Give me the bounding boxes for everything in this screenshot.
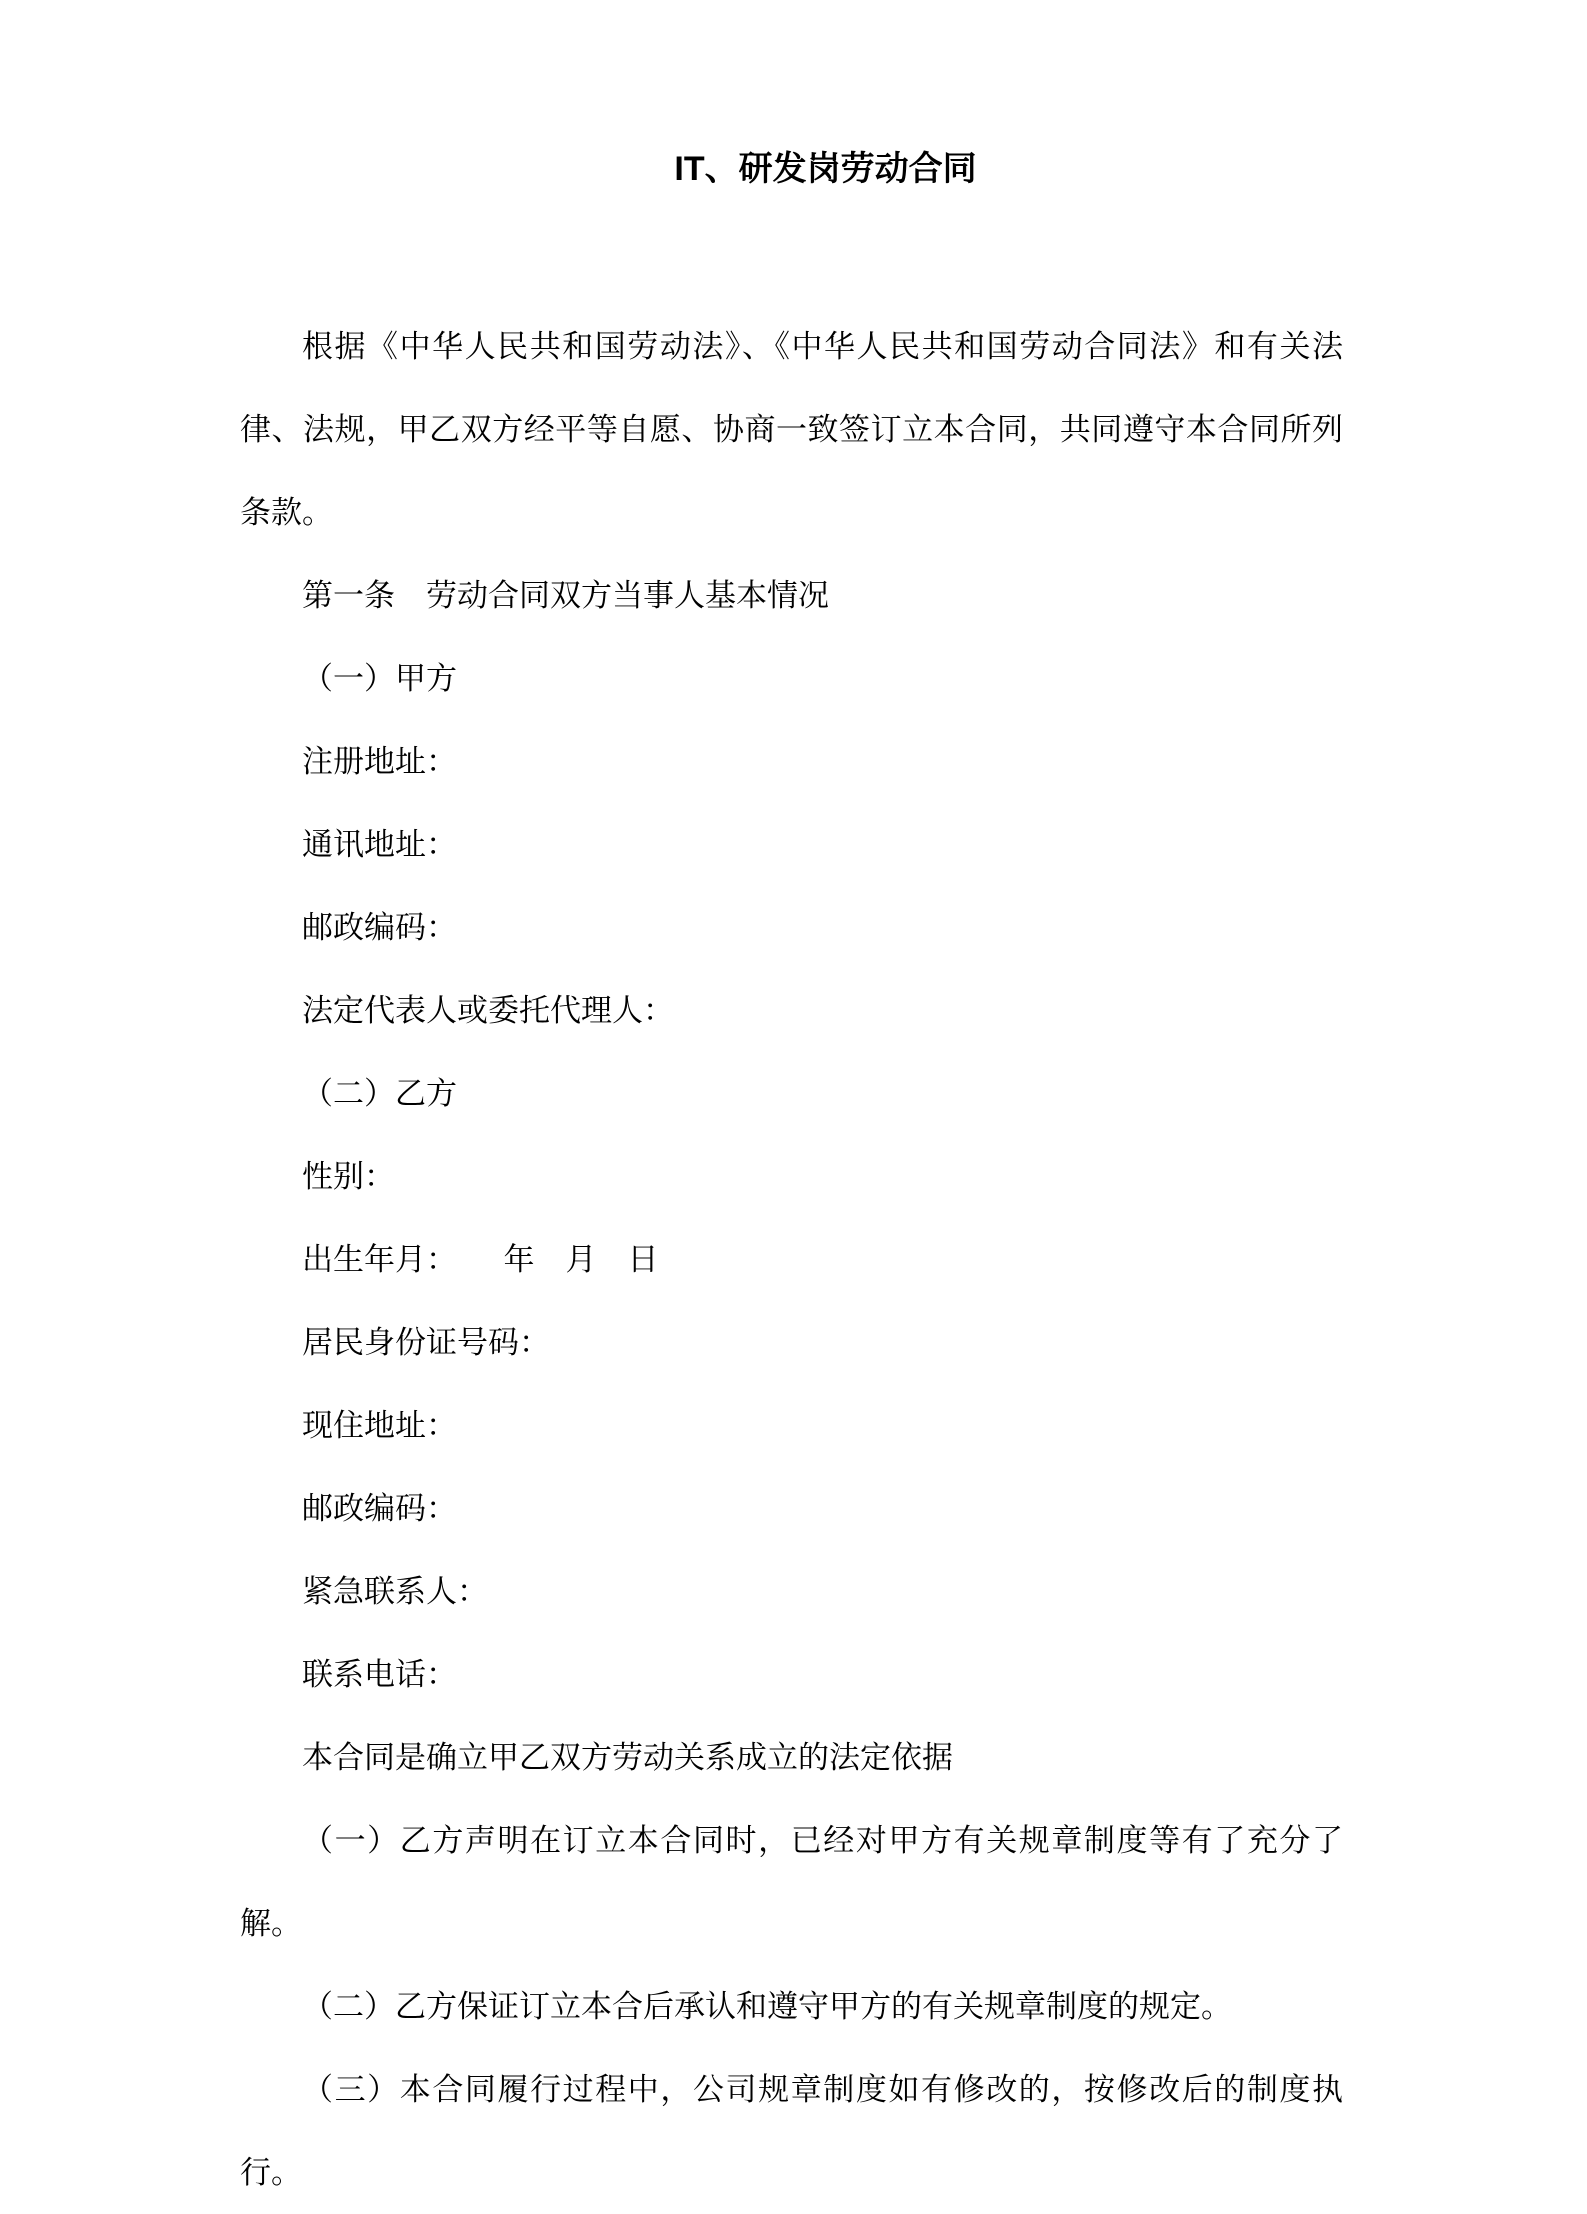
item-party-a: （一）甲方 bbox=[302, 661, 457, 696]
clause-3: （三）本合同履行过程中，公司规章制度如有修改的，按修改后的制度执行。 bbox=[240, 2072, 1343, 2190]
clause-1: （一）乙方声明在订立本合同时，已经对甲方有关规章制度等有了充分了解。 bbox=[240, 1823, 1343, 1941]
field-emergency-contact: 紧急联系人： bbox=[302, 1574, 488, 1609]
field-contact-phone: 联系电话： bbox=[302, 1657, 457, 1692]
field-current-address: 现住地址： bbox=[302, 1408, 457, 1443]
field-postal-code-a: 邮政编码： bbox=[302, 910, 457, 945]
para-legal-basis: 本合同是确立甲乙双方劳动关系成立的法定依据 bbox=[302, 1740, 953, 1775]
field-registered-address: 注册地址： bbox=[302, 744, 457, 779]
field-mailing-address: 通讯地址： bbox=[302, 827, 457, 862]
clause-2: （二）乙方保证订立本合后承认和遵守甲方的有关规章制度的规定。 bbox=[302, 1989, 1232, 2024]
para-intro: 根据《中华人民共和国劳动法》、《中华人民共和国劳动合同法》和有关法律、法规，甲乙双方经平等自愿、协商一致签订立本合同，共同遵守本合同所列条款。 bbox=[240, 329, 1343, 530]
item-party-b: （二）乙方 bbox=[302, 1076, 457, 1111]
field-id-number: 居民身份证号码： bbox=[302, 1325, 550, 1360]
document-title: IT、研发岗劳动合同 bbox=[674, 150, 977, 188]
field-legal-representative: 法定代表人或委托代理人： bbox=[302, 993, 674, 1028]
field-gender: 性别： bbox=[302, 1159, 395, 1194]
field-postal-code-b: 邮政编码： bbox=[302, 1491, 457, 1526]
heading-article-1: 第一条 劳动合同双方当事人基本情况 bbox=[302, 578, 829, 613]
field-birth-date: 出生年月： 年 月 日 bbox=[302, 1242, 659, 1277]
